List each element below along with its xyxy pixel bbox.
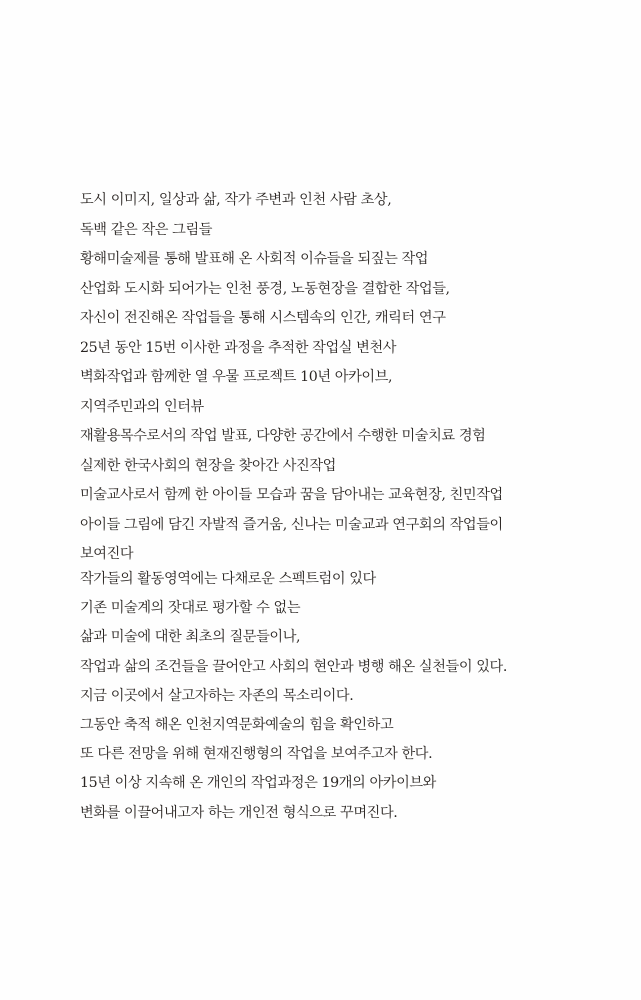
text-line: 작가들의 활동영역에는 다채로운 스펙트럼이 있다 (80, 571, 376, 587)
paragraph-2 (80, 565, 580, 828)
text-line: 삶과 미술에 대한 최초의 질문들이나, (80, 629, 301, 646)
text-line: 독백 같은 작은 그림들 (80, 221, 213, 238)
text-line: 그동안 축적 해온 인천지역문화예술의 힘을 확인하고 (80, 716, 394, 733)
text-line: 황해미술제를 통해 발표해 온 사회적 이슈들을 되짚는 작업 (80, 251, 429, 267)
text-line: 기존 미술계의 잣대로 평가할 수 없는 (80, 600, 301, 617)
text-line: 벽화작업과 함께한 열 우물 프로젝트 10년 아카이브, (80, 369, 393, 385)
text-line: 지금 이곳에서 살고자하는 자존의 목소리이다. (80, 687, 354, 704)
text-line: 재활용목수로서의 작업 발표, 다양한 공간에서 수행한 미술치료 경험 (80, 428, 486, 444)
text-line: 변화를 이끌어내고자 하는 개인전 형식으로 꾸며진다. (80, 804, 398, 821)
text-line: 자신이 전진해온 작업들을 통해 시스템속의 인간, 캐릭터 연구 (80, 310, 446, 326)
text-line: 지역주민과의 인터뷰 (80, 398, 204, 415)
text-line: 또 다른 전망을 위해 현재진행형의 작업을 보여주고자 한다. (80, 746, 433, 763)
text-line: 도시 이미지, 일상과 삶, 작가 주변과 인천 사람 초상, (80, 192, 392, 208)
text-line: 실제한 한국사회의 현장을 찾아간 사진작업 (80, 457, 336, 474)
text-line: 산업화 도시화 되어가는 인천 풍경, 노동현장을 결합한 작업들, (80, 280, 450, 297)
text-line: 보여진다 (80, 546, 134, 562)
paragraph-1 (80, 186, 580, 570)
text-line: 아이들 그림에 담긴 자발적 즐거움, 신나는 미술교과 연구회의 작업들이 (80, 516, 503, 533)
text-line: 25년 동안 15번 이사한 과정을 추적한 작업실 변천사 (80, 339, 397, 356)
text-line: 15년 이상 지속해 온 개인의 작업과정은 19개의 아카이브와 (80, 775, 436, 792)
text-line: 미술교사로서 함께 한 아이들 모습과 꿈을 담아내는 교육현장, 친민작업 (80, 487, 503, 503)
text-line: 작업과 삶의 조건들을 끌어안고 사회의 현안과 병행 해온 실천들이 있다. (80, 658, 507, 675)
